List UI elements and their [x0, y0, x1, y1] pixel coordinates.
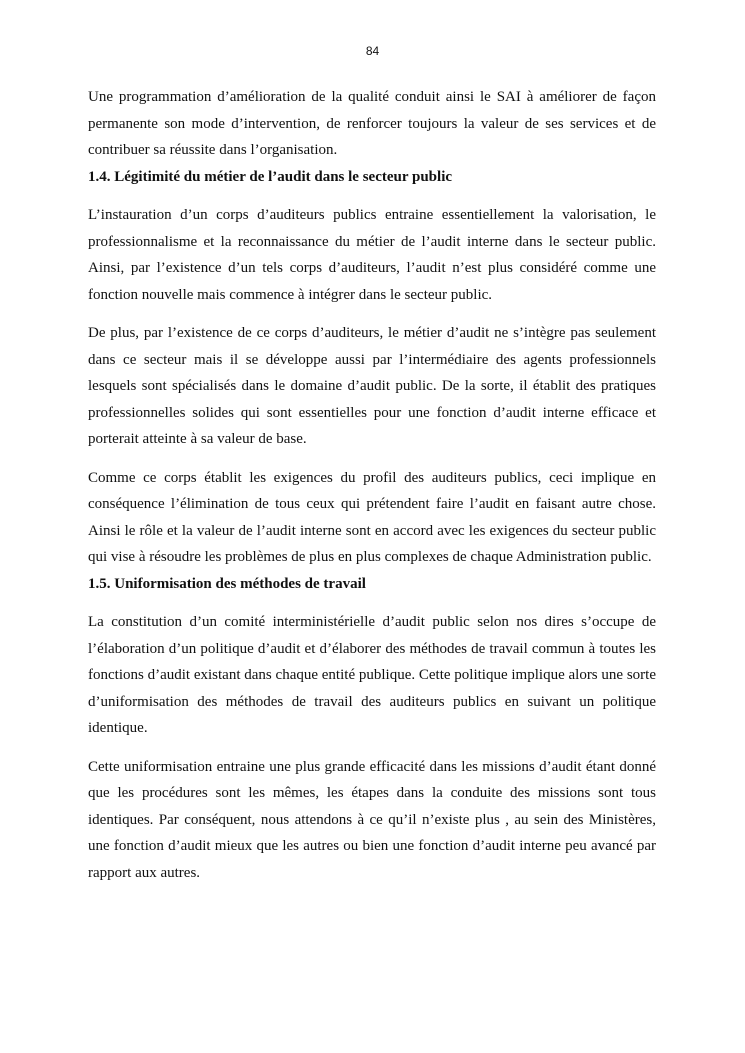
paragraph-profile-requirements: Comme ce corps établit les exigences du profil des auditeurs publics, ceci implique en conséquence l’élimination de tous ceux qui prétendent faire l’audit en faisant autre chose. Ainsi le rôle et la valeur de l’audit interne sont en accord avec les exigences du secteur public qui vise à résoudre les problèmes de plus en plus complexes de chaque Administration public.: [88, 469, 656, 565]
document-body: [88, 84, 656, 886]
paragraph-audit-profession: De plus, par l’existence de ce corps d’auditeurs, le métier d’audit ne s’intègre pas seulement dans ce secteur mais il se développe aussi par l’intermédiaire des agents professionnels lesquels sont spécialisés dans le domaine d’audit public. De la sorte, il établit des pratiques professionnelles solides qui sont essentielles pour une fonction d’audit interne efficace et porterait atteinte à sa valeur de base.: [88, 325, 656, 447]
paragraph-uniformisation: Cette uniformisation entraine une plus grande efficacité dans les missions d’audit étant donné que les procédures sont les mêmes, les étapes dans la conduite des missions sont tous identiques. Par conséquent, nous attendons à ce qu’il n’existe plus , au sein des Ministères, une fonction d’audit mieux que les autres ou bien une fonction d’audit interne peu avancé par rapport aux autres.: [88, 758, 656, 881]
paragraph-interministerial-committee: La constitution d’un comité interministérielle d’audit public selon nos dires s’occupe de l’élaboration d’un politique d’audit et d’élaborer des méthodes de travail commun à toutes les fonctions d’audit existant dans chaque entité publique. Cette politique implique alors une sorte d’uniformisation des méthodes de travail des auditeurs publics en suivant un politique identique.: [88, 614, 656, 736]
paragraph-quality-programme: Une programmation d’amélioration de la qualité conduit ainsi le SAI à améliorer de façon permanente son mode d’intervention, de renforcer toujours la valeur de ses services et de contribuer sa réussite dans l’organisation.: [88, 89, 656, 158]
section-heading-1-4: 1.4. Légitimité du métier de l’audit dans le secteur public: [88, 168, 453, 185]
paragraph-auditor-corps: L’instauration d’un corps d’auditeurs publics entraine essentiellement la valorisation, le professionnalisme et la reconnaissance du métier de l’audit interne dans le secteur public. Ainsi, par l’existence d’un tels corps d’auditeurs, l’audit n’est plus considéré comme une fonction nouvelle mais commence à intégrer dans le secteur public.: [88, 207, 656, 303]
section-heading-1-5: 1.5. Uniformisation des méthodes de travail: [88, 575, 366, 592]
page-number: 84: [365, 44, 380, 58]
